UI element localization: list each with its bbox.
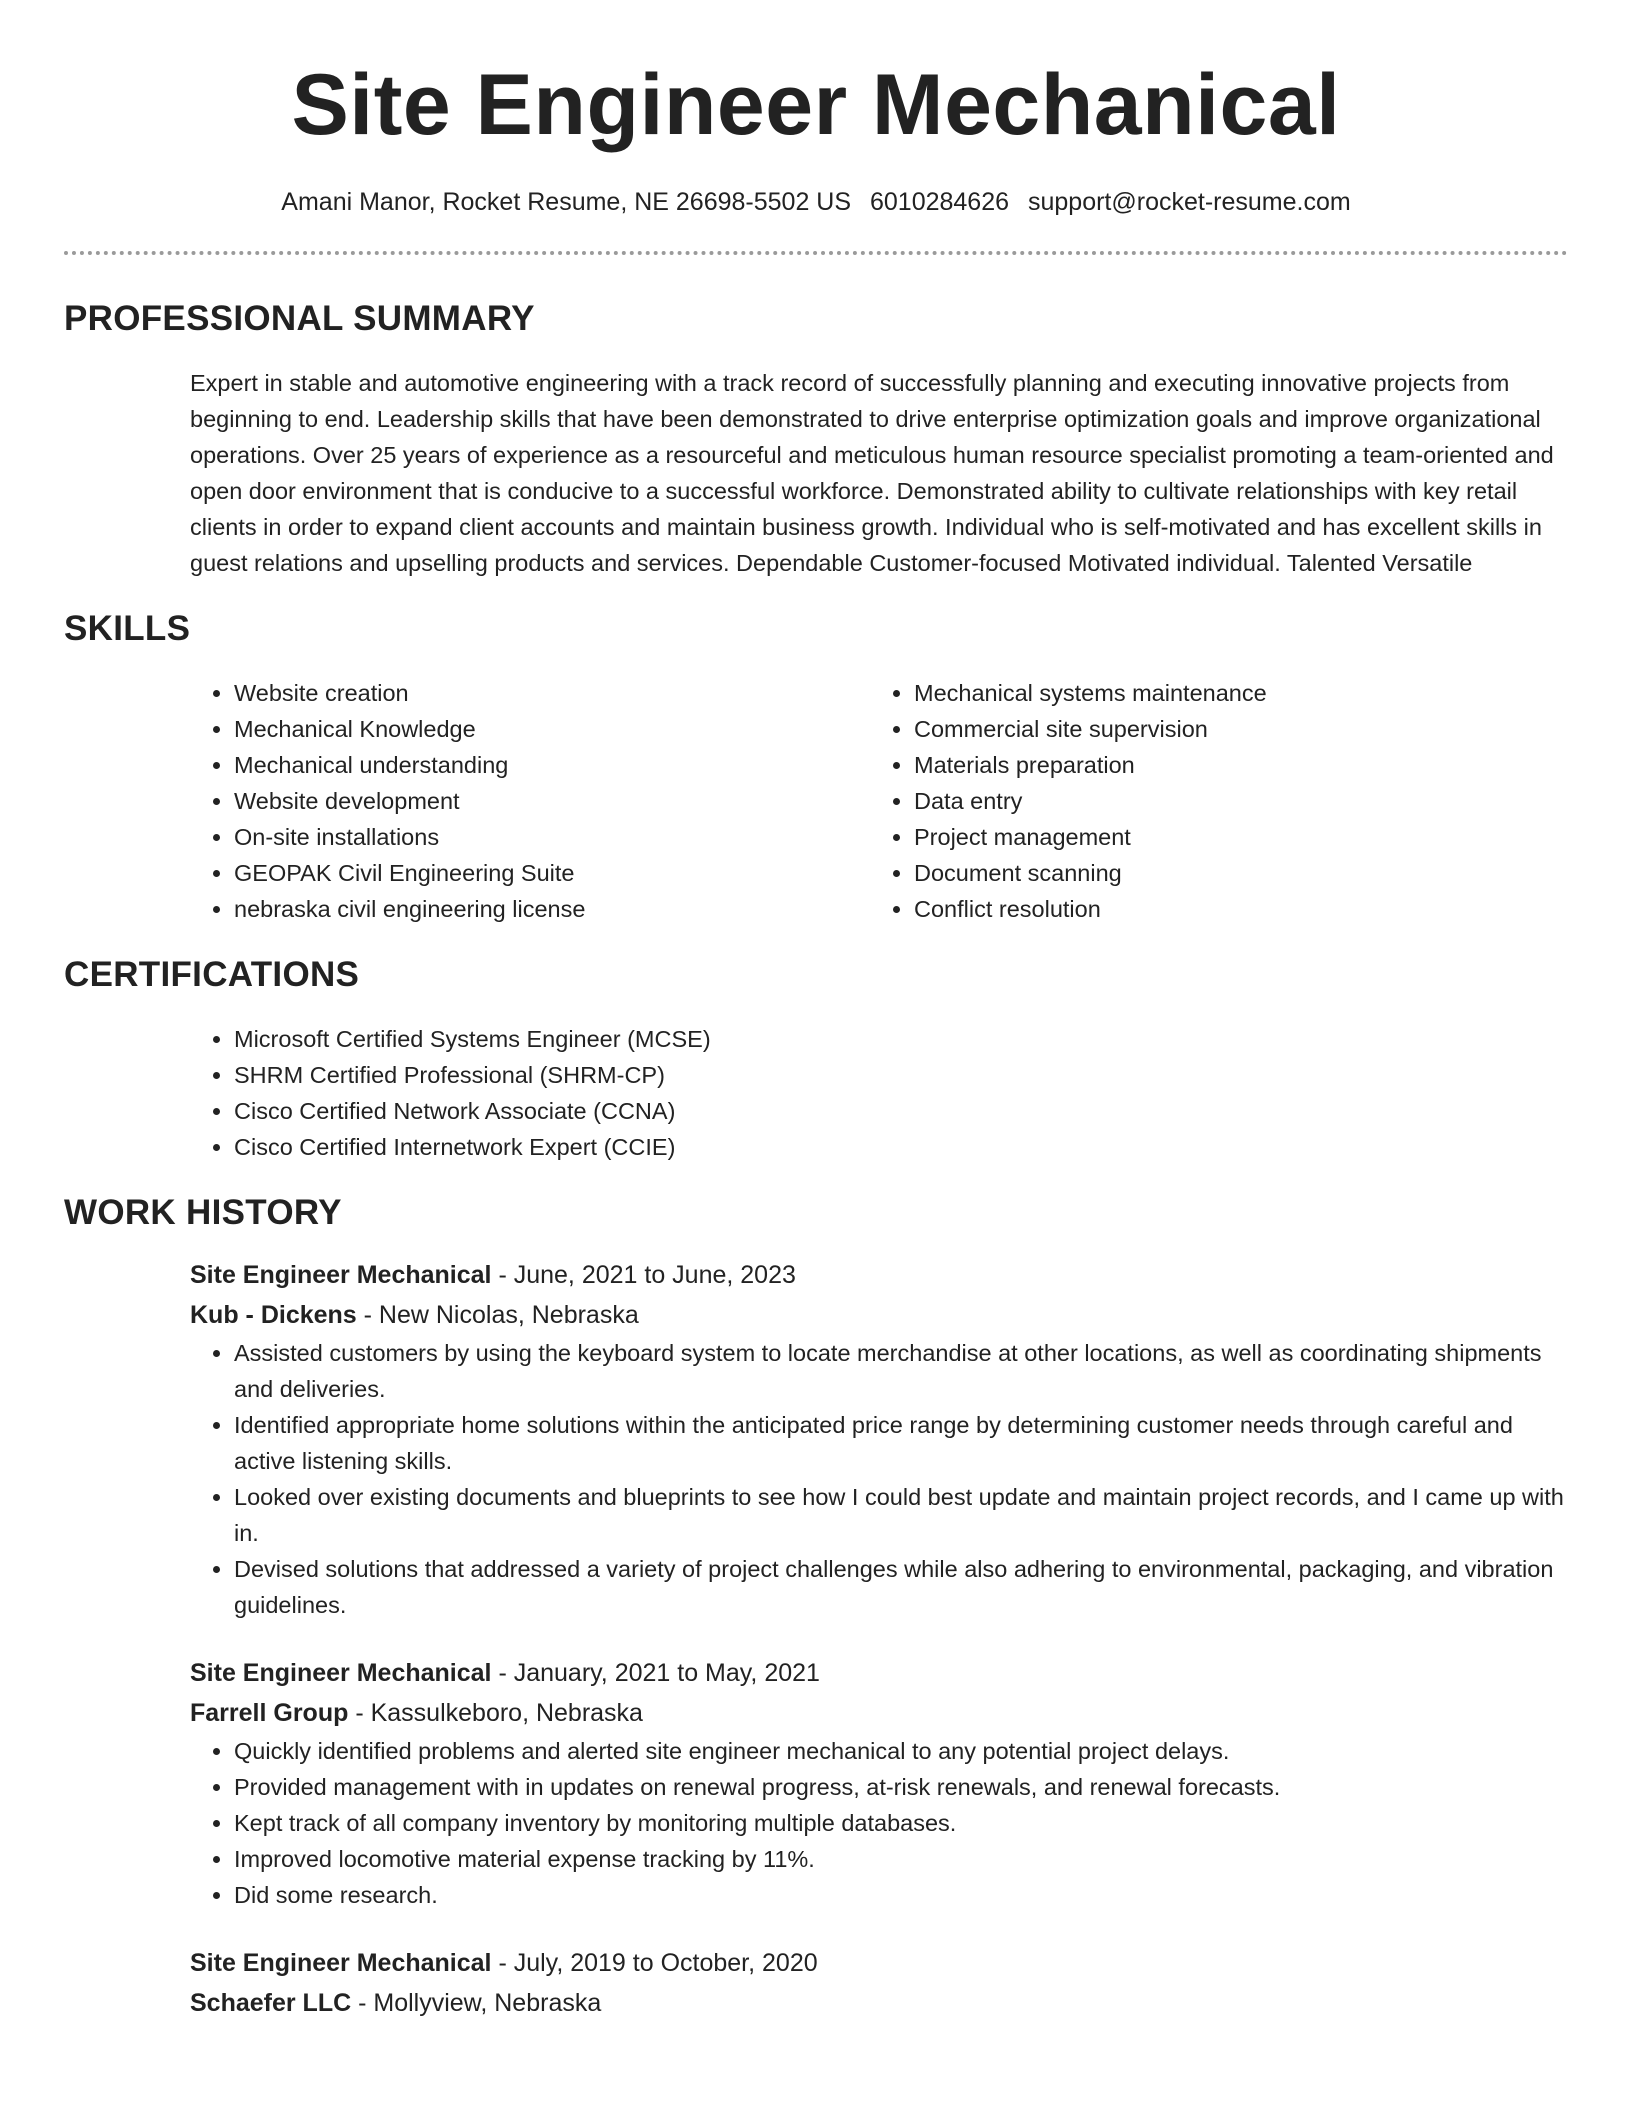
skill-item: • Website creation <box>234 675 870 711</box>
section-title-work-history: WORK HISTORY <box>64 1193 342 1232</box>
header-divider <box>64 251 1568 255</box>
job-entry <box>190 1255 1568 1623</box>
certifications-block <box>190 1021 1568 1165</box>
job-bullet: • Quickly identified problems and alerted site engineer mechanical to any potential project delays. <box>234 1733 1568 1769</box>
job-bullet-list <box>190 1335 1568 1623</box>
skill-item: • On-site installations <box>234 819 870 855</box>
skill-item: • Commercial site supervision <box>914 711 1550 747</box>
job-bullet: • Did some research. <box>234 1877 1568 1913</box>
job-title-line: Site Engineer Mechanical - June, 2021 to June, 2023 <box>190 1261 796 1289</box>
contact-line <box>64 188 1568 217</box>
job-company: Farrell Group <box>190 1699 349 1727</box>
job-location: Mollyview, Nebraska <box>373 1989 602 2017</box>
job-title-line: Site Engineer Mechanical - January, 2021 to May, 2021 <box>190 1659 820 1687</box>
skill-item: • nebraska civil engineering license <box>234 891 870 927</box>
section-title-summary: PROFESSIONAL SUMMARY <box>64 299 535 338</box>
skills-list-left <box>190 675 870 927</box>
section-title-certifications: CERTIFICATIONS <box>64 955 360 994</box>
job-bullet: • Identified appropriate home solutions within the anticipated price range by determining customer needs through careful and active listening skills. <box>234 1407 1568 1479</box>
skill-item: • GEOPAK Civil Engineering Suite <box>234 855 870 891</box>
contact-address: Amani Manor, Rocket Resume, NE 26698-5502 US <box>281 188 852 216</box>
skills-grid <box>190 675 1568 927</box>
job-company-line: Schaefer LLC - Mollyview, Nebraska <box>190 1989 602 2017</box>
job-bullet: • Assisted customers by using the keyboard system to locate merchandise at other locations, as well as coordinating shipments and deliveries. <box>234 1335 1568 1407</box>
summary-text: Expert in stable and automotive engineering with a track record of successfully planning and executing innovative projects from beginning to end. Leadership skills that have been demonstrated to drive enterprise optimization goals and improve organizational operations. Over 25 years of experience as a resourceful and meticulous human resource specialist promoting a team-oriented and open door environment that is conducive to a successful workforce. Demonstrated ability to cultivate relationships with key retail clients in order to expand client accounts and maintain business growth. Individual who is self-motivated and has excellent skills in guest relations and upselling products and services. Dependable Customer-focused Motivated individual. Talented Versatile <box>190 370 1554 576</box>
certification-item: • Cisco Certified Network Associate (CCNA) <box>234 1093 1568 1129</box>
job-entry <box>190 1943 1568 2023</box>
job-bullet: • Provided management with in updates on renewal progress, at-risk renewals, and renewal forecasts. <box>234 1769 1568 1805</box>
summary-block <box>190 365 1568 581</box>
job-company-line: Farrell Group - Kassulkeboro, Nebraska <box>190 1699 643 1727</box>
job-entry <box>190 1653 1568 1913</box>
job-dates: January, 2021 to May, 2021 <box>513 1659 820 1687</box>
skill-item: • Materials preparation <box>914 747 1550 783</box>
job-dates: July, 2019 to October, 2020 <box>513 1949 818 1977</box>
skill-item: • Conflict resolution <box>914 891 1550 927</box>
certification-item: • Cisco Certified Internetwork Expert (CCIE) <box>234 1129 1568 1165</box>
job-company: Schaefer LLC <box>190 1989 352 2017</box>
job-company-line: Kub - Dickens - New Nicolas, Nebraska <box>190 1301 639 1329</box>
skill-item: • Website development <box>234 783 870 819</box>
resume-title: Site Engineer Mechanical <box>291 57 1341 153</box>
skill-item: • Mechanical Knowledge <box>234 711 870 747</box>
job-location: New Nicolas, Nebraska <box>378 1301 639 1329</box>
job-location: Kassulkeboro, Nebraska <box>370 1699 643 1727</box>
skill-item: • Project management <box>914 819 1550 855</box>
contact-email: support@rocket-resume.com <box>1027 188 1351 216</box>
job-role: Site Engineer Mechanical <box>190 1261 492 1289</box>
skill-item: • Data entry <box>914 783 1550 819</box>
job-bullet: • Kept track of all company inventory by monitoring multiple databases. <box>234 1805 1568 1841</box>
contact-phone: 6010284626 <box>869 188 1010 216</box>
job-bullet: • Looked over existing documents and blueprints to see how I could best update and maintain project records, and I came up with in. <box>234 1479 1568 1551</box>
certifications-list <box>190 1021 1568 1165</box>
skills-column-left <box>190 675 870 927</box>
job-dates: June, 2021 to June, 2023 <box>513 1261 796 1289</box>
job-bullet: • Devised solutions that addressed a variety of project challenges while also adhering to environmental, packaging, and vibration guidelines. <box>234 1551 1568 1623</box>
skill-item: • Mechanical understanding <box>234 747 870 783</box>
job-title-line: Site Engineer Mechanical - July, 2019 to October, 2020 <box>190 1949 818 1977</box>
certification-item: • Microsoft Certified Systems Engineer (MCSE) <box>234 1021 1568 1057</box>
job-bullet: • Improved locomotive material expense tracking by 11%. <box>234 1841 1568 1877</box>
skills-list-right <box>870 675 1550 927</box>
skill-item: • Document scanning <box>914 855 1550 891</box>
job-role: Site Engineer Mechanical <box>190 1949 492 1977</box>
job-bullet-list <box>190 1733 1568 1913</box>
skill-item: • Mechanical systems maintenance <box>914 675 1550 711</box>
skills-column-right <box>870 675 1550 927</box>
job-company: Kub - Dickens <box>190 1301 357 1329</box>
section-title-skills: SKILLS <box>64 609 191 648</box>
certification-item: • SHRM Certified Professional (SHRM-CP) <box>234 1057 1568 1093</box>
job-role: Site Engineer Mechanical <box>190 1659 492 1687</box>
